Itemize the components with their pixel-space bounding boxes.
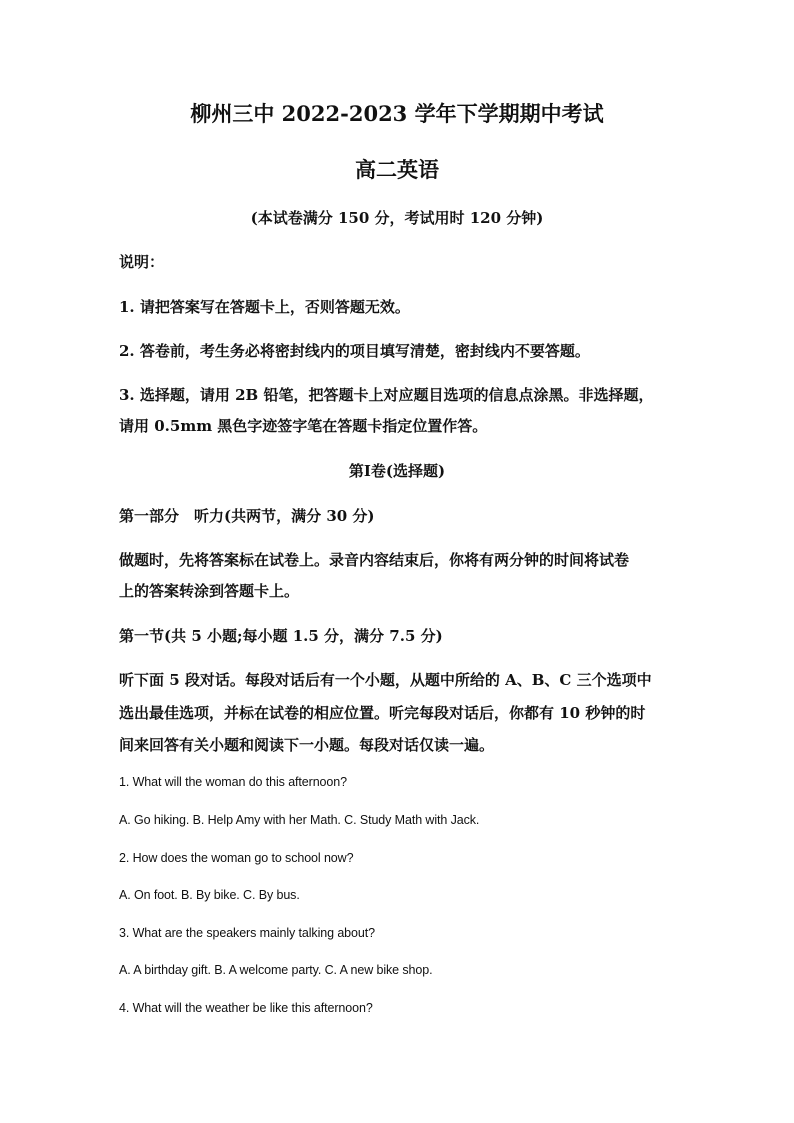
part-1-intro-line-1: 做题时，先将答案标在试卷上。录音内容结束后，你将有两分钟的时间将试卷 xyxy=(119,551,630,569)
question-3: 3. What are the speakers mainly talking about? xyxy=(119,926,375,940)
section-1-intro-line-1: 听下面 5 段对话。每段对话后有一个小题，从题中所给的 A、B、C 三个选项中 xyxy=(119,671,652,689)
instruction-3-line-1: 3. 选择题，请用 2B 铅笔，把答题卡上对应题目选项的信息点涂黑。非选择题， xyxy=(119,386,654,404)
exam-title: 柳州三中 2022-2023 学年下学期期中考试 xyxy=(190,101,604,126)
question-3-options: A. A birthday gift. B. A welcome party. C. A new bike shop. xyxy=(119,963,433,977)
question-2: 2. How does the woman go to school now? xyxy=(119,851,354,865)
question-1-options: A. Go hiking. B. Help Amy with her Math. C. Study Math with Jack. xyxy=(119,813,480,827)
instructions-heading: 说明： xyxy=(119,253,165,271)
instruction-2: 2. 答卷前，考生务必将密封线内的项目填写清楚，密封线内不要答题。 xyxy=(119,342,590,360)
section-1-heading: 第一节(共 5 小题;每小题 1.5 分，满分 7.5 分) xyxy=(119,627,443,645)
section-1-intro-line-3: 间来回答有关小题和阅读下一小题。每段对话仅读一遍。 xyxy=(119,736,495,754)
part-1-heading: 第一部分 听力(共两节，满分 30 分) xyxy=(119,507,375,525)
question-2-options: A. On foot. B. By bike. C. By bus. xyxy=(119,888,300,902)
exam-note: (本试卷满分 150 分，考试用时 120 分钟) xyxy=(250,209,544,227)
question-4: 4. What will the weather be like this afternoon? xyxy=(119,1001,373,1015)
volume-heading: 第Ⅰ卷(选择题) xyxy=(348,462,446,480)
instruction-1: 1. 请把答案写在答题卡上，否则答题无效。 xyxy=(119,298,410,316)
part-1-intro-line-2: 上的答案转涂到答题卡上。 xyxy=(119,582,300,600)
section-1-intro-line-2: 选出最佳选项，并标在试卷的相应位置。听完每段对话后，你都有 10 秒钟的时 xyxy=(119,704,646,722)
subject-title: 高二英语 xyxy=(355,157,439,182)
question-1: 1. What will the woman do this afternoon? xyxy=(119,775,347,789)
instruction-3-line-2: 请用 0.5mm 黑色字迹签字笔在答题卡指定位置作答。 xyxy=(119,417,488,435)
